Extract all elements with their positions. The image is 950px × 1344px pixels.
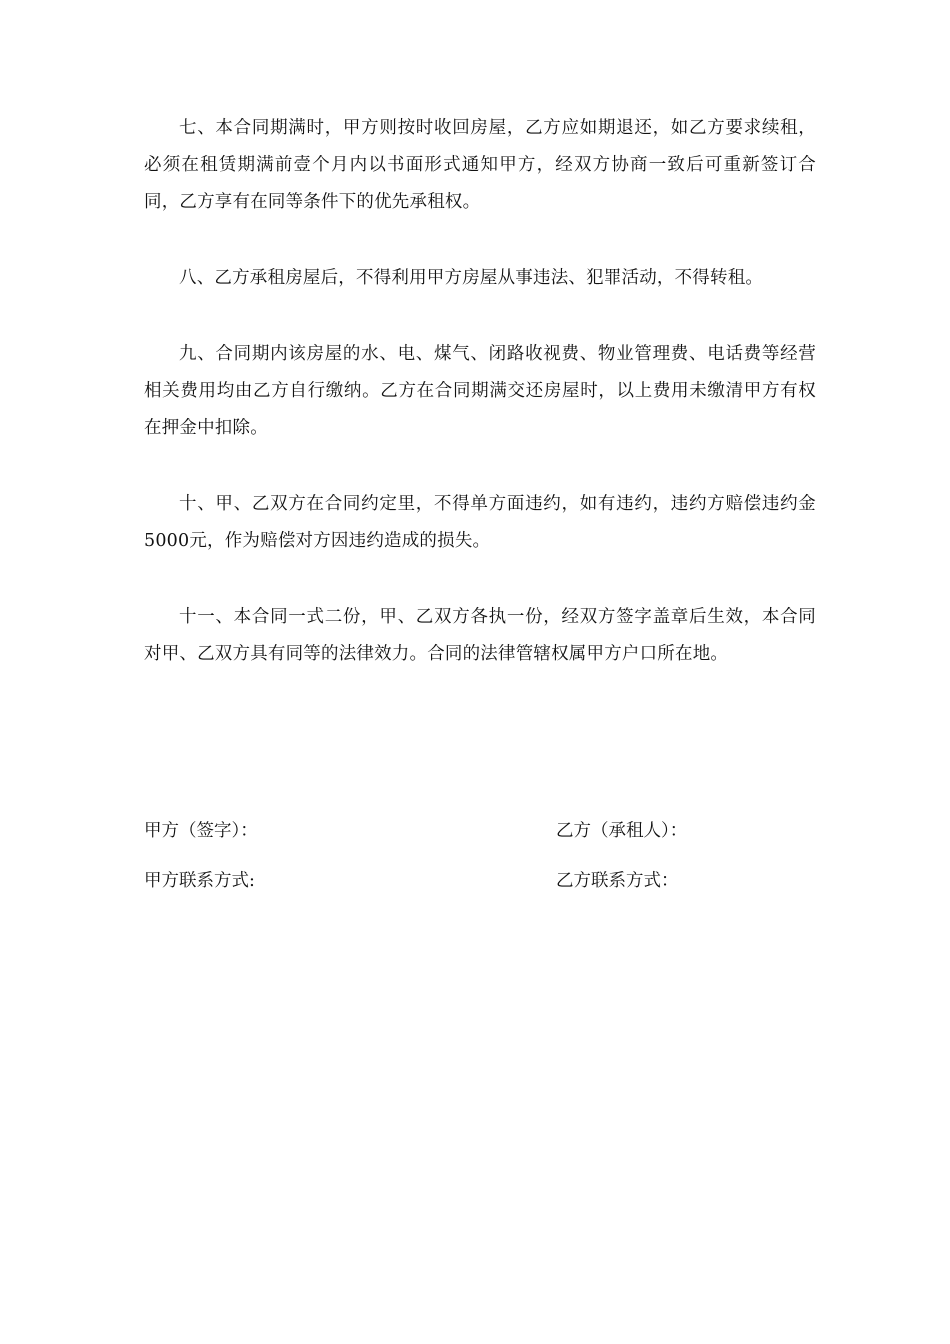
clause-10: 十、甲、乙双方在合同约定里，不得单方面违约，如有违约，违约方赔偿违约金5000元，作为赔偿对方因违约造成的损失。: [144, 494, 816, 551]
party-a-contact-label: 甲方联系方式:: [144, 871, 255, 891]
signature-row: [144, 814, 816, 864]
signature-block: [144, 814, 816, 914]
clause-8: 八、乙方承租房屋后，不得利用甲方房屋从事违法、犯罪活动，不得转租。: [179, 268, 764, 288]
contact-row: [144, 864, 816, 914]
party-b-contact-label: 乙方联系方式：: [556, 871, 679, 891]
contract-clauses: [144, 110, 816, 712]
party-a-signature-label: 甲方（签字）：: [144, 821, 258, 841]
clause-11: 十一、本合同一式二份，甲、乙双方各执一份，经双方签字盖章后生效，本合同对甲、乙双方具有同等的法律效力。合同的法律管辖权属甲方户口所在地。: [144, 607, 816, 664]
clause-7: 七、本合同期满时，甲方则按时收回房屋，乙方应如期退还，如乙方要求续租，必须在租赁期满前壹个月内以书面形式通知甲方，经双方协商一致后可重新签订合同，乙方享有在同等条件下的优先承租权。: [144, 118, 816, 212]
clause-9: 九、合同期内该房屋的水、电、煤气、闭路收视费、物业管理费、电话费等经营相关费用均由乙方自行缴纳。乙方在合同期满交还房屋时，以上费用未缴清甲方有权在押金中扣除。: [144, 344, 816, 438]
party-b-signature-label: 乙方（承租人）：: [556, 821, 688, 841]
